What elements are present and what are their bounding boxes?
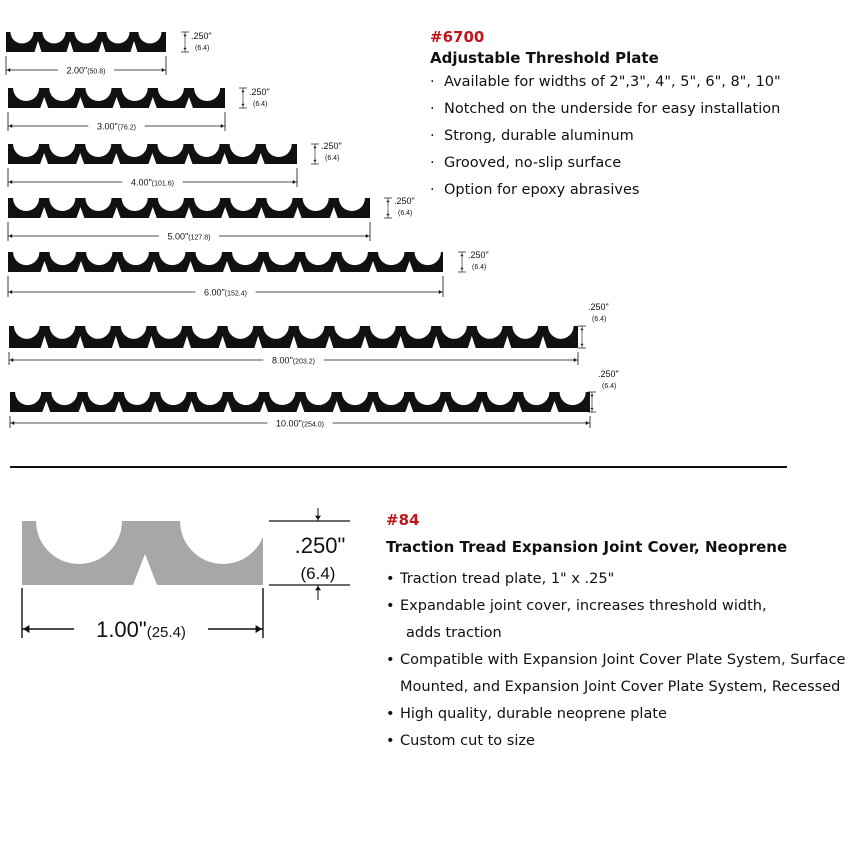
thickness-inches: .250"	[249, 87, 270, 97]
width-mm: (152.4)	[224, 290, 247, 298]
thickness-mm: (6.4)	[472, 264, 487, 271]
thickness-inches: .250"	[588, 302, 609, 312]
thickness-inches: .250"	[394, 196, 415, 206]
arrow-right	[574, 358, 577, 362]
neoprene-profile	[22, 521, 266, 585]
thickness-inches: .250"	[191, 31, 212, 41]
plate-shape	[8, 144, 297, 164]
arrow-right	[293, 180, 296, 184]
width-mm: (203.2)	[292, 358, 315, 366]
width-mm: (127.8)	[188, 234, 211, 242]
plate-shape	[6, 32, 166, 52]
arrow-up	[590, 407, 593, 409]
arrow-right	[439, 290, 442, 294]
width-inches: 3.00"	[96, 121, 118, 132]
arrow-left	[9, 290, 12, 294]
product-number: #84	[386, 511, 420, 529]
arrow-right	[586, 421, 589, 425]
feature-item: · Notched on the underside for easy installation	[430, 96, 830, 123]
arrow-down	[313, 147, 316, 149]
arrow-down	[580, 329, 583, 331]
arrow-down	[315, 516, 321, 520]
thickness-mm: (6.4)	[300, 564, 336, 583]
width-inches: 8.00"	[272, 355, 293, 366]
arrow-down	[241, 91, 244, 93]
arrow-right	[366, 234, 369, 238]
arrow-right	[256, 625, 262, 633]
arrow-up	[580, 343, 583, 345]
feature-item: · Grooved, no-slip surface	[430, 150, 830, 177]
threshold-plate-6	[9, 302, 609, 366]
arrow-up	[315, 586, 321, 590]
plate-shape	[8, 198, 370, 218]
feature-item: • Traction tread plate, 1" x .25"	[386, 566, 846, 593]
plate-shape	[9, 326, 578, 348]
product-title: Traction Tread Expansion Joint Cover, Neoprene	[386, 538, 788, 556]
arrow-down	[590, 395, 593, 397]
thickness-inches: .250"	[598, 369, 619, 379]
threshold-plate-1	[6, 31, 212, 76]
threshold-plate-4	[8, 196, 415, 242]
thickness-mm: (6.4)	[398, 210, 413, 217]
arrow-right	[221, 124, 224, 128]
thickness-inches: .250"	[321, 141, 342, 151]
arrow-left	[11, 421, 14, 425]
feature-item: · Strong, durable aluminum	[430, 123, 830, 150]
feature-item: • High quality, durable neoprene plate	[386, 701, 846, 728]
feature-item: • Compatible with Expansion Joint Cover Plate System, Surface Mounted, and Expansion Joint Cover Plate System, Recessed	[386, 647, 846, 701]
neoprene-tread-diagram	[22, 508, 350, 642]
thickness-mm: (6.4)	[592, 316, 607, 323]
arrow-left	[23, 625, 29, 633]
product-6700-info	[430, 27, 830, 204]
product-84-info	[386, 510, 846, 755]
arrow-down	[460, 255, 463, 257]
width-mm: (101.6)	[151, 180, 174, 188]
width-mm: (50.8)	[87, 68, 106, 76]
width-inches: 1.00"	[96, 617, 147, 642]
arrow-up	[460, 267, 463, 269]
arrow-left	[9, 234, 12, 238]
thickness-mm: (6.4)	[602, 383, 617, 390]
width-inches: 5.00"	[167, 231, 189, 242]
width-mm: (76.2)	[117, 124, 137, 132]
plate-shape	[10, 392, 590, 412]
arrow-down	[183, 35, 186, 37]
arrow-up	[313, 159, 316, 161]
feature-item: · Option for epoxy abrasives	[430, 177, 830, 204]
arrow-down	[386, 201, 389, 203]
width-label	[96, 617, 186, 642]
width-inches: 6.00"	[204, 287, 225, 298]
width-inches: 4.00"	[131, 177, 152, 188]
arrow-up	[183, 47, 186, 49]
feature-list	[430, 69, 830, 204]
product-title: Adjustable Threshold Plate	[430, 49, 659, 67]
arrow-left	[9, 180, 12, 184]
threshold-plate-7	[10, 369, 619, 429]
width-inches: 2.00"	[66, 65, 88, 76]
threshold-plate-5	[8, 250, 489, 298]
feature-item: • Expandable joint cover, increases threshold width, adds traction	[386, 593, 846, 647]
thickness-inches: .250"	[468, 250, 489, 260]
arrow-up	[386, 213, 389, 215]
feature-item: · Available for widths of 2",3", 4", 5", 6", 8", 10"	[430, 69, 830, 96]
width-mm: (25.4)	[146, 624, 186, 641]
product-number: #6700	[430, 28, 485, 46]
thickness-mm: (6.4)	[195, 45, 210, 52]
arrow-left	[10, 358, 13, 362]
plate-shape	[8, 252, 443, 272]
threshold-plate-2	[8, 87, 270, 132]
width-inches: 10.00"	[276, 418, 302, 429]
arrow-right	[162, 68, 165, 72]
feature-item: • Custom cut to size	[386, 728, 846, 755]
thickness-inches: .250"	[294, 533, 346, 558]
arrow-left	[7, 68, 10, 72]
thickness-mm: (6.4)	[325, 155, 340, 162]
thickness-mm: (6.4)	[253, 101, 268, 108]
plate-shape	[8, 88, 225, 108]
feature-list	[386, 566, 846, 755]
width-mm: (254.0)	[301, 421, 324, 429]
arrow-up	[241, 103, 244, 105]
arrow-left	[9, 124, 12, 128]
threshold-plate-3	[8, 141, 342, 188]
